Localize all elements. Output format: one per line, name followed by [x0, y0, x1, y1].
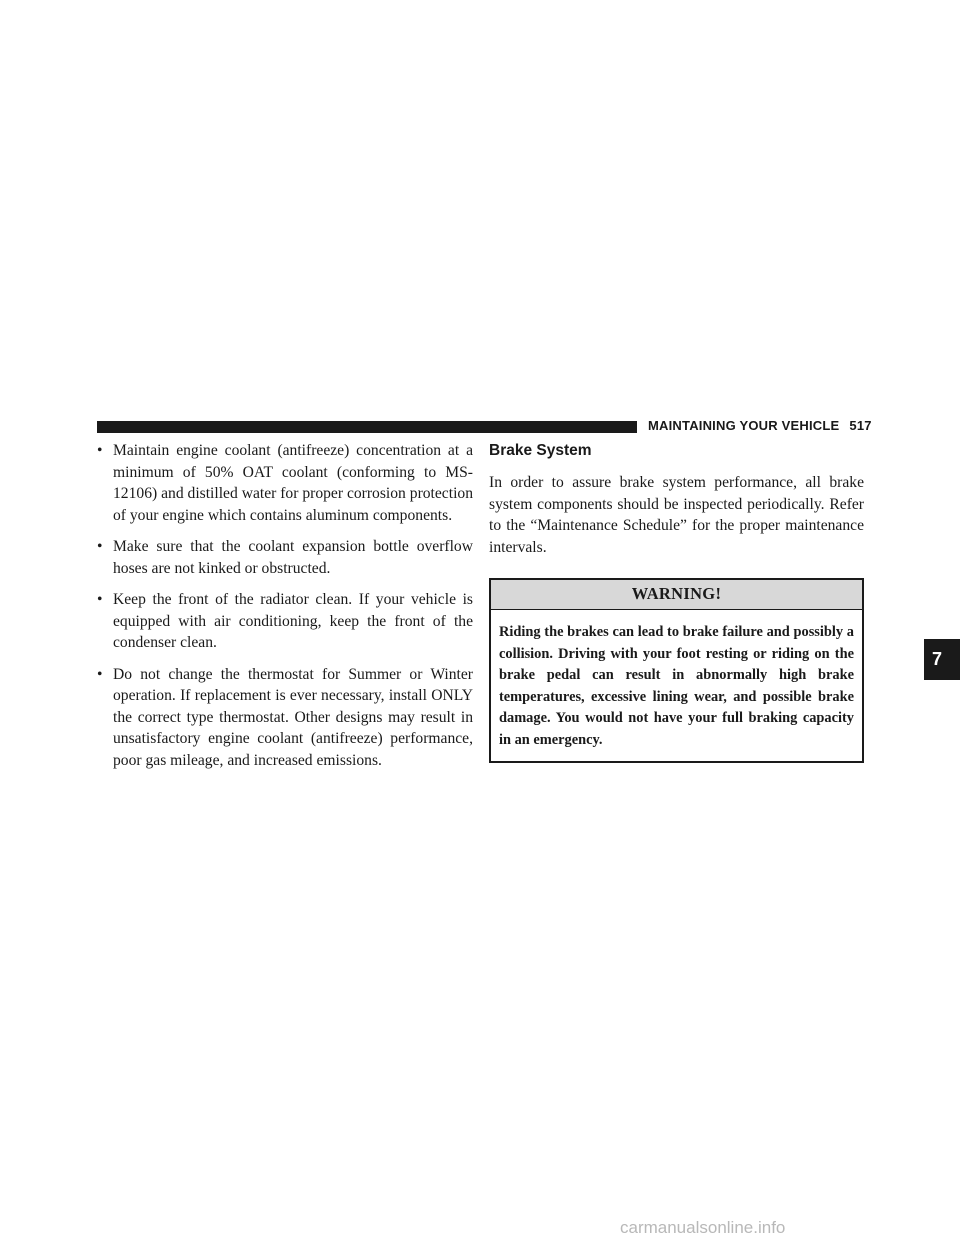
- page-number: 517: [849, 418, 872, 433]
- bullet-icon: •: [97, 591, 103, 608]
- warning-box: [489, 578, 864, 763]
- section-title: MAINTAINING YOUR VEHICLE: [648, 418, 840, 433]
- header-rule: [97, 421, 637, 433]
- list-item: [97, 664, 473, 772]
- maintenance-bullet-list: [97, 440, 473, 771]
- bullet-icon: •: [97, 665, 103, 683]
- right-column: [489, 440, 864, 763]
- running-header: [648, 418, 872, 433]
- bullet-icon: •: [97, 538, 103, 555]
- list-item-text: Keep the front of the radiator clean. If your vehicle is equipped with air conditioning, keep the front of the condenser clean.: [113, 591, 473, 651]
- list-item: [97, 440, 473, 526]
- list-item-text: Maintain engine coolant (antifreeze) concentration at a minimum of 50% OAT coolant (conforming to MS-12106) and distilled water for proper corrosion protection of your engine which contains aluminum components.: [113, 442, 473, 524]
- list-item: [97, 589, 473, 654]
- bullet-icon: •: [97, 442, 103, 459]
- list-item-text: Do not change the thermostat for Summer or Winter operation. If replacement is ever necessary, install ONLY the correct type thermostat. Other designs may result in unsatisfactory engine coolant (antifreeze) performance, poor gas mileage, and increased emissions.: [113, 665, 473, 769]
- left-column: [97, 440, 473, 781]
- brake-system-paragraph: In order to assure brake system performance, all brake system components should be inspected periodically. Refer to the “Maintenance Schedule” for the proper maintenance intervals.: [489, 474, 864, 556]
- warning-text: Riding the brakes can lead to brake failure and possibly a collision. Driving with your foot resting or riding on the brake pedal can result in abnormally high brake temperatures, excessive lining wear, and possible brake damage. You would not have your full braking capacity in an emergency.: [499, 624, 854, 748]
- watermark: carmanualsonline.info: [620, 1218, 786, 1237]
- list-item: [97, 536, 473, 579]
- chapter-tab: 7: [924, 639, 960, 680]
- warning-title: WARNING!: [491, 580, 862, 610]
- section-heading-brake-system: Brake System: [489, 442, 592, 459]
- list-item-text: Make sure that the coolant expansion bottle overflow hoses are not kinked or obstructed.: [113, 538, 473, 577]
